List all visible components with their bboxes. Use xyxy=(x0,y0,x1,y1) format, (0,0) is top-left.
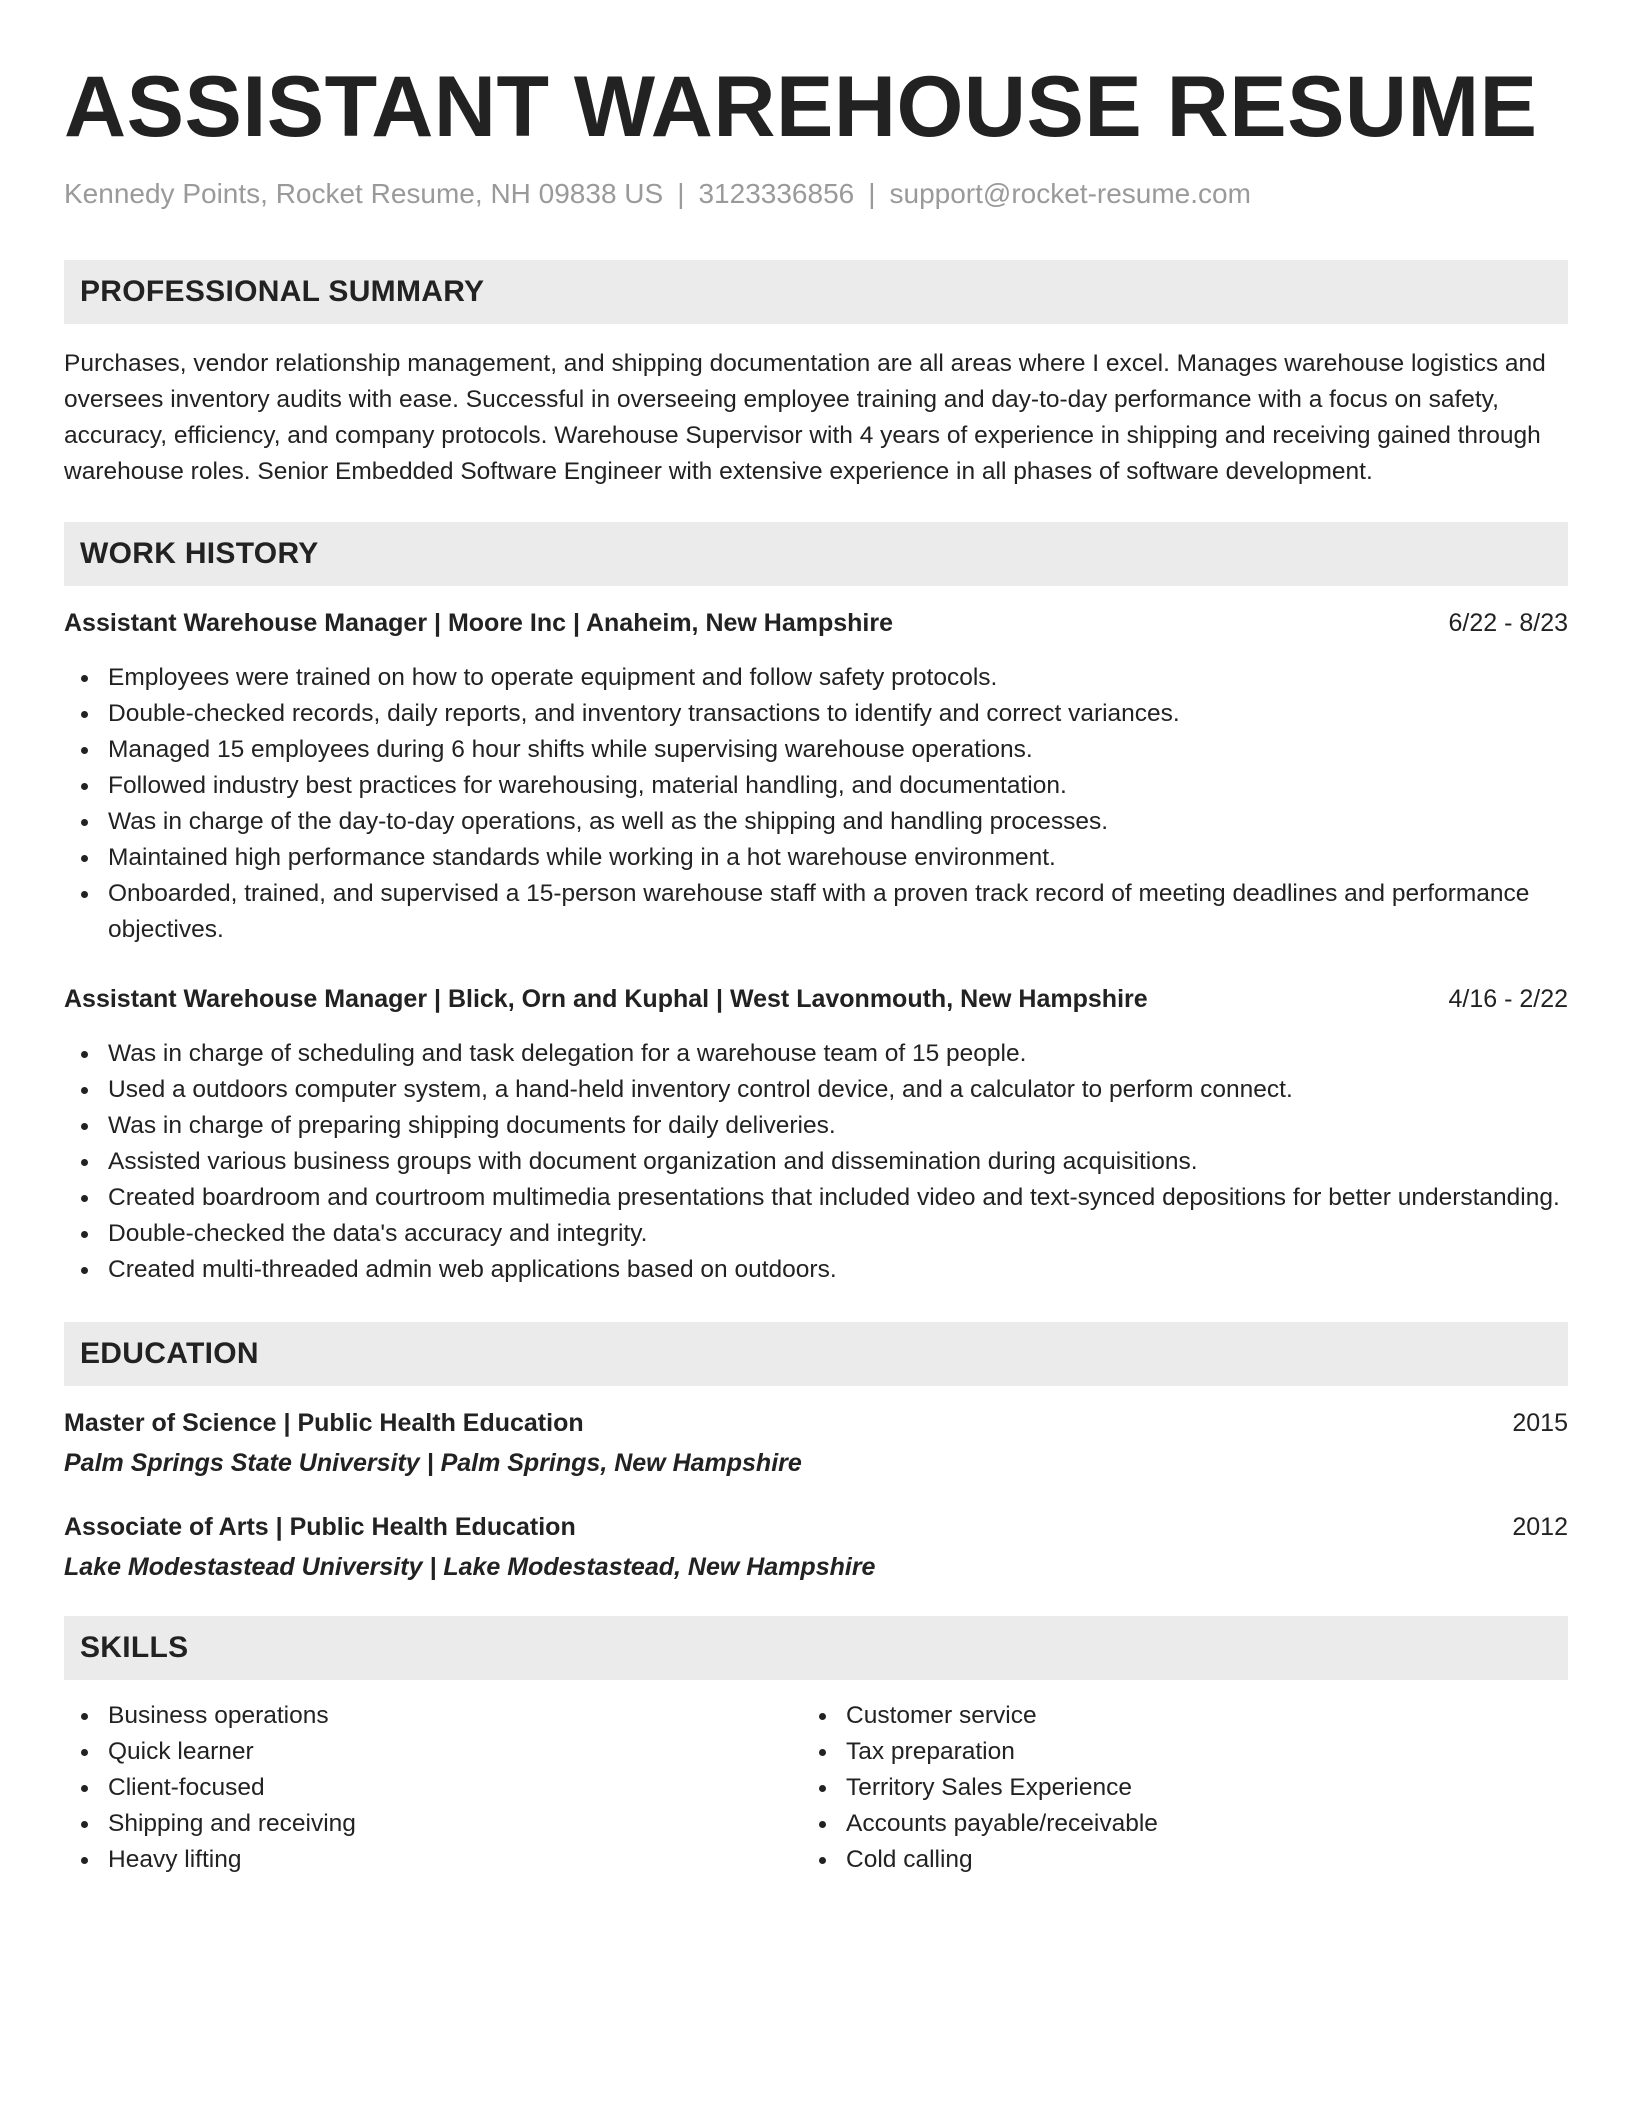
job-bullets xyxy=(64,660,1568,948)
section-header-skills xyxy=(64,1616,1568,1680)
education-entry xyxy=(64,1408,1568,1478)
section-title: WORK HISTORY xyxy=(80,537,319,570)
job-entry xyxy=(64,608,1568,948)
contact-email[interactable]: support@rocket-resume.com xyxy=(889,178,1251,209)
job-title: Assistant Warehouse Manager | Moore Inc | Anaheim, New Hampshire xyxy=(64,609,894,637)
list-item: Quick learner xyxy=(64,1734,802,1770)
education-entry xyxy=(64,1512,1568,1582)
school-name: Palm Springs State University | Palm Springs, New Hampshire xyxy=(64,1449,802,1477)
job-dates: 4/16 - 2/22 xyxy=(1448,985,1568,1013)
list-item: Was in charge of preparing shipping documents for daily deliveries. xyxy=(64,1108,1568,1144)
list-item: Tax preparation xyxy=(802,1734,1158,1770)
list-item: Followed industry best practices for warehousing, material handling, and documentation. xyxy=(64,768,1568,804)
job-title: Assistant Warehouse Manager | Blick, Orn and Kuphal | West Lavonmouth, New Hampshire xyxy=(64,985,1148,1013)
job-bullets xyxy=(64,1036,1568,1288)
skills-column-left xyxy=(64,1698,802,1878)
section-header-education xyxy=(64,1322,1568,1386)
contact-separator: | xyxy=(868,178,876,209)
list-item: Cold calling xyxy=(802,1842,1158,1878)
list-item: Double-checked the data's accuracy and integrity. xyxy=(64,1216,1568,1252)
graduation-year: 2012 xyxy=(1512,1513,1568,1541)
list-item: Heavy lifting xyxy=(64,1842,802,1878)
section-title: PROFESSIONAL SUMMARY xyxy=(80,275,485,308)
list-item: Employees were trained on how to operate equipment and follow safety protocols. xyxy=(64,660,1568,696)
list-item: Client-focused xyxy=(64,1770,802,1806)
list-item: Onboarded, trained, and supervised a 15-person warehouse staff with a proven track record of meeting deadlines and performance objectives. xyxy=(64,876,1568,948)
list-item: Double-checked records, daily reports, and inventory transactions to identify and correct variances. xyxy=(64,696,1568,732)
contact-separator: | xyxy=(677,178,685,209)
contact-line xyxy=(64,180,1568,208)
resume-title: ASSISTANT WAREHOUSE RESUME xyxy=(64,59,1538,155)
section-title: SKILLS xyxy=(80,1631,189,1664)
list-item: Created boardroom and courtroom multimedia presentations that included video and text-synced depositions for better understanding. xyxy=(64,1180,1568,1216)
list-item: Was in charge of the day-to-day operations, as well as the shipping and handling processes. xyxy=(64,804,1568,840)
list-item: Created multi-threaded admin web applications based on outdoors. xyxy=(64,1252,1568,1288)
list-item: Business operations xyxy=(64,1698,802,1734)
list-item: Territory Sales Experience xyxy=(802,1770,1158,1806)
contact-address: Kennedy Points, Rocket Resume, NH 09838 US xyxy=(64,178,664,209)
list-item: Customer service xyxy=(802,1698,1158,1734)
degree-title: Associate of Arts | Public Health Education xyxy=(64,1513,576,1541)
list-item: Was in charge of scheduling and task delegation for a warehouse team of 15 people. xyxy=(64,1036,1568,1072)
degree-title: Master of Science | Public Health Education xyxy=(64,1409,584,1437)
section-title: EDUCATION xyxy=(80,1337,259,1370)
list-item: Managed 15 employees during 6 hour shifts while supervising warehouse operations. xyxy=(64,732,1568,768)
section-header-work-history xyxy=(64,522,1568,586)
graduation-year: 2015 xyxy=(1512,1409,1568,1437)
skills-list xyxy=(64,1698,1568,1878)
list-item: Maintained high performance standards while working in a hot warehouse environment. xyxy=(64,840,1568,876)
summary-text: Purchases, vendor relationship management, and shipping documentation are all areas where I excel. Manages warehouse logistics and oversees inventory audits with ease. Successful in overseeing employee training and day-to-day performance with a focus on safety, accuracy, efficiency, and company protocols. Warehouse Supervisor with 4 years of experience in shipping and receiving gained through warehouse roles. Senior Embedded Software Engineer with extensive experience in all phases of software development. xyxy=(64,350,1546,485)
list-item: Shipping and receiving xyxy=(64,1806,802,1842)
job-entry xyxy=(64,984,1568,1288)
contact-phone: 3123336856 xyxy=(698,178,855,209)
list-item: Used a outdoors computer system, a hand-held inventory control device, and a calculator to perform connect. xyxy=(64,1072,1568,1108)
job-dates: 6/22 - 8/23 xyxy=(1448,609,1568,637)
list-item: Assisted various business groups with document organization and dissemination during acquisitions. xyxy=(64,1144,1568,1180)
skills-column-right xyxy=(802,1698,1158,1878)
school-name: Lake Modestastead University | Lake Modestastead, New Hampshire xyxy=(64,1553,876,1581)
list-item: Accounts payable/receivable xyxy=(802,1806,1158,1842)
section-header-summary xyxy=(64,260,1568,324)
